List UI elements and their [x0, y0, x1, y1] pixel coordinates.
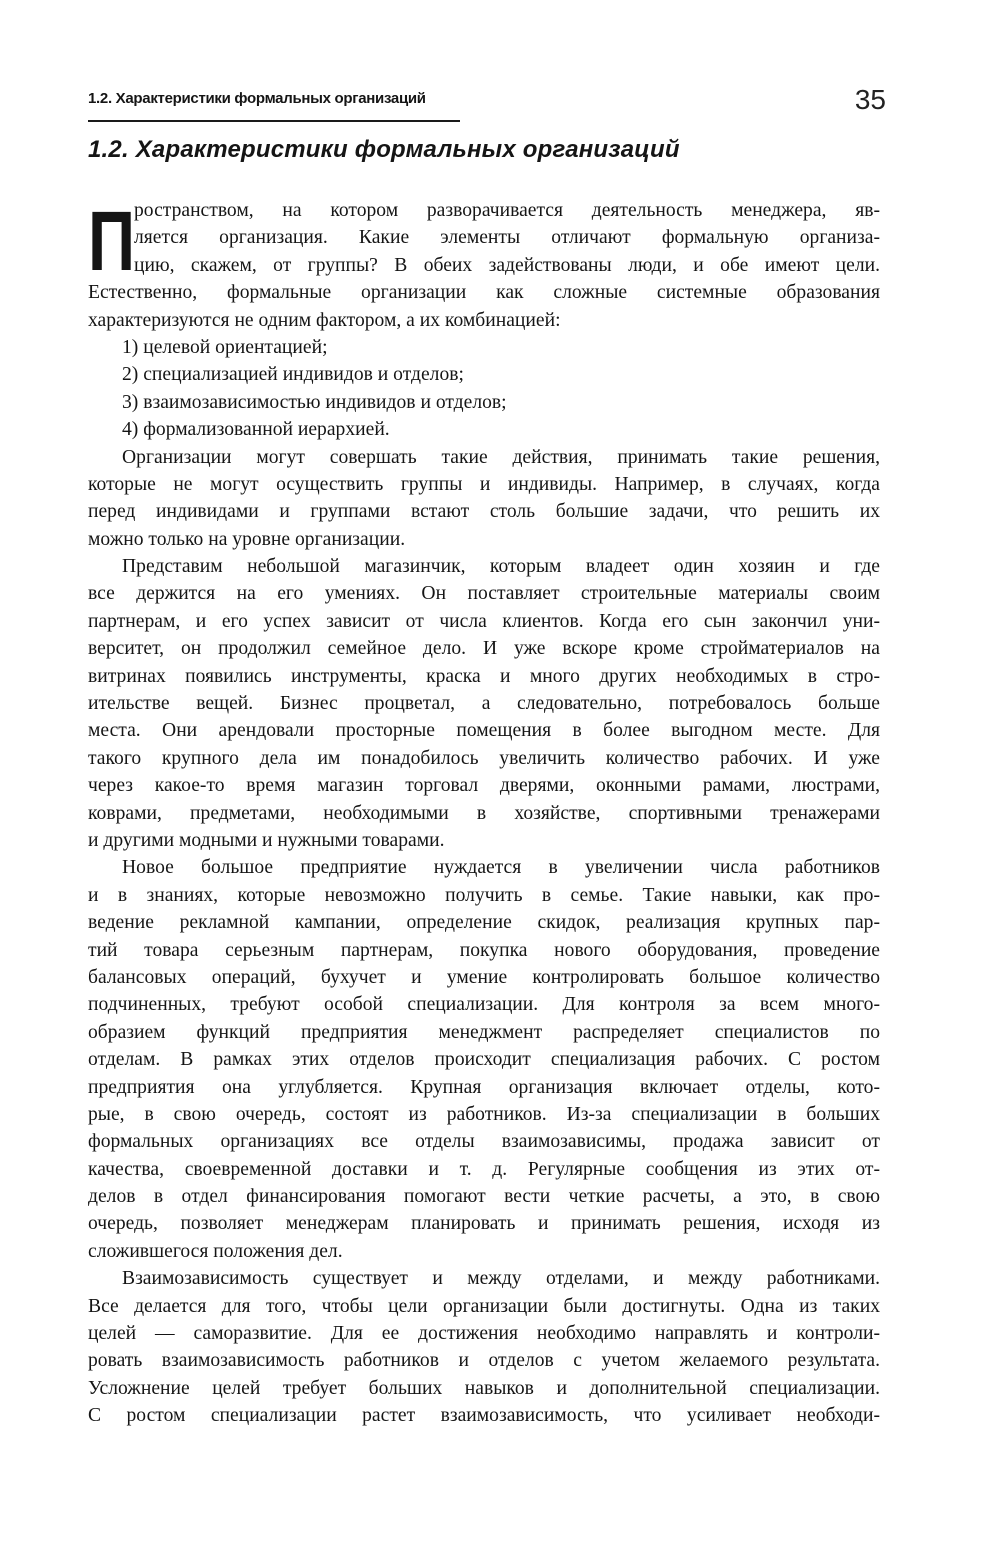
- running-header-title: 1.2. Характеристики формальных организаций: [88, 90, 426, 107]
- text-line: отделам. В рамках этих отделов происходит специализация рабочих. С ростом: [88, 1049, 880, 1071]
- text-line: характеризуются не одним фактором, а их комбинацией:: [88, 309, 561, 331]
- text-line: Представим небольшой магазинчик, которым владеет один хозяин и где: [122, 556, 880, 578]
- page-number: 35: [854, 84, 886, 115]
- text-line: ляется организация. Какие элементы отличают формальную организа-: [134, 227, 880, 249]
- text-line: перед индивидами и группами встают столь большие задачи, что решить их: [88, 501, 880, 523]
- drop-cap: П: [88, 194, 136, 288]
- text-line: Организации могут совершать такие действия, принимать такие решения,: [122, 446, 880, 468]
- text-line: верситет, он продолжил семейное дело. И уже вскоре кроме стройматериалов на: [88, 638, 880, 660]
- text-line: цию, скажем, от группы? В обеих задействованы люди, и обе имеют цели.: [134, 254, 880, 276]
- list-item: 2) специализацией индивидов и отделов;: [122, 364, 464, 386]
- text-line: можно только на уровне организации.: [88, 528, 406, 550]
- text-line: балансовых операций, бухучет и умение контролировать большое количество: [88, 966, 880, 988]
- text-line: Естественно, формальные организации как сложные системные образования: [88, 282, 880, 304]
- text-line: сложившегося положения дел.: [88, 1240, 343, 1262]
- text-line: такого крупного дела им понадобилось увеличить количество рабочих. И уже: [88, 747, 880, 769]
- text-line: подчиненных, требуют особой специализации. Для контроля за всем много-: [88, 994, 880, 1016]
- text-line: Взаимозависимость существует и между отделами, и между работниками.: [122, 1268, 880, 1290]
- text-line: образием функций предприятия менеджмент распределяет специалистов по: [88, 1021, 880, 1043]
- text-line: партнерам, и его успех зависит от числа клиентов. Когда его сын закончил уни-: [88, 610, 880, 632]
- list-item: 4) формализованной иерархией.: [122, 419, 390, 441]
- text-line: Новое большое предприятие нуждается в увеличении числа работников: [122, 857, 880, 879]
- text-line: через какое-то время магазин торговал дверями, оконными рамами, люстрами,: [88, 775, 880, 797]
- text-line: и в знаниях, которые невозможно получить в семье. Такие навыки, как про-: [88, 884, 880, 906]
- text-line: коврами, предметами, необходимыми в хозяйстве, спортивными тренажерами: [88, 802, 880, 824]
- text-line: Все делается для того, чтобы цели организации были достигнуты. Одна из таких: [88, 1295, 880, 1317]
- text-line: рые, в свою очередь, состоят из работников. Из-за специализации в больших: [88, 1103, 880, 1125]
- text-line: ровать взаимозависимость работников и отделов с учетом желаемого результата.: [88, 1350, 880, 1372]
- text-line: делов в отдел финансирования помогают вести четкие расчеты, а это, в свою: [88, 1186, 880, 1208]
- body-text: [88, 194, 880, 1430]
- text-line: очередь, позволяет менеджерам планировать и принимать решения, исходя из: [88, 1213, 880, 1235]
- text-line: тий товара серьезным партнерам, покупка нового оборудования, проведение: [88, 939, 880, 961]
- text-line: ительстве вещей. Бизнес процветал, а следовательно, потребовалось больше: [88, 693, 880, 715]
- text-line: С ростом специализации растет взаимозависимость, что усиливает необходи-: [88, 1405, 880, 1427]
- text-line: ространством, на котором разворачивается деятельность менеджера, яв-: [134, 200, 880, 221]
- text-line: и другими модными и нужными товарами.: [88, 829, 445, 851]
- running-header: [88, 84, 460, 122]
- text-line: которые не могут осуществить группы и индивиды. Например, в случаях, когда: [88, 473, 880, 495]
- text-line: все держится на его умениях. Он поставляет строительные материалы своим: [88, 583, 880, 605]
- list-item: 3) взаимозависимостью индивидов и отделов;: [122, 391, 507, 413]
- text-line: ведение рекламной кампании, определение скидок, реализация крупных пар-: [88, 912, 880, 934]
- text-line: места. Они арендовали просторные помещения в более выгодном месте. Для: [88, 720, 880, 742]
- text-line: Усложнение целей требует больших навыков и дополнительной специализации.: [88, 1377, 880, 1399]
- text-line: целей — саморазвитие. Для ее достижения необходимо направлять и контроли-: [88, 1323, 880, 1345]
- text-line: формальных организациях все отделы взаимозависимы, продажа зависит от: [88, 1131, 880, 1153]
- text-line: качества, своевременной доставки и т. д. Регулярные сообщения из этих от-: [88, 1158, 880, 1180]
- section-title: 1.2. Характеристики формальных организаций: [88, 136, 680, 163]
- text-line: витринах появились инструменты, краска и много других необходимых в стро-: [88, 665, 880, 687]
- list-item: 1) целевой ориентацией;: [122, 336, 328, 358]
- text-line: предприятия она углубляется. Крупная организация включает отделы, кото-: [88, 1076, 880, 1098]
